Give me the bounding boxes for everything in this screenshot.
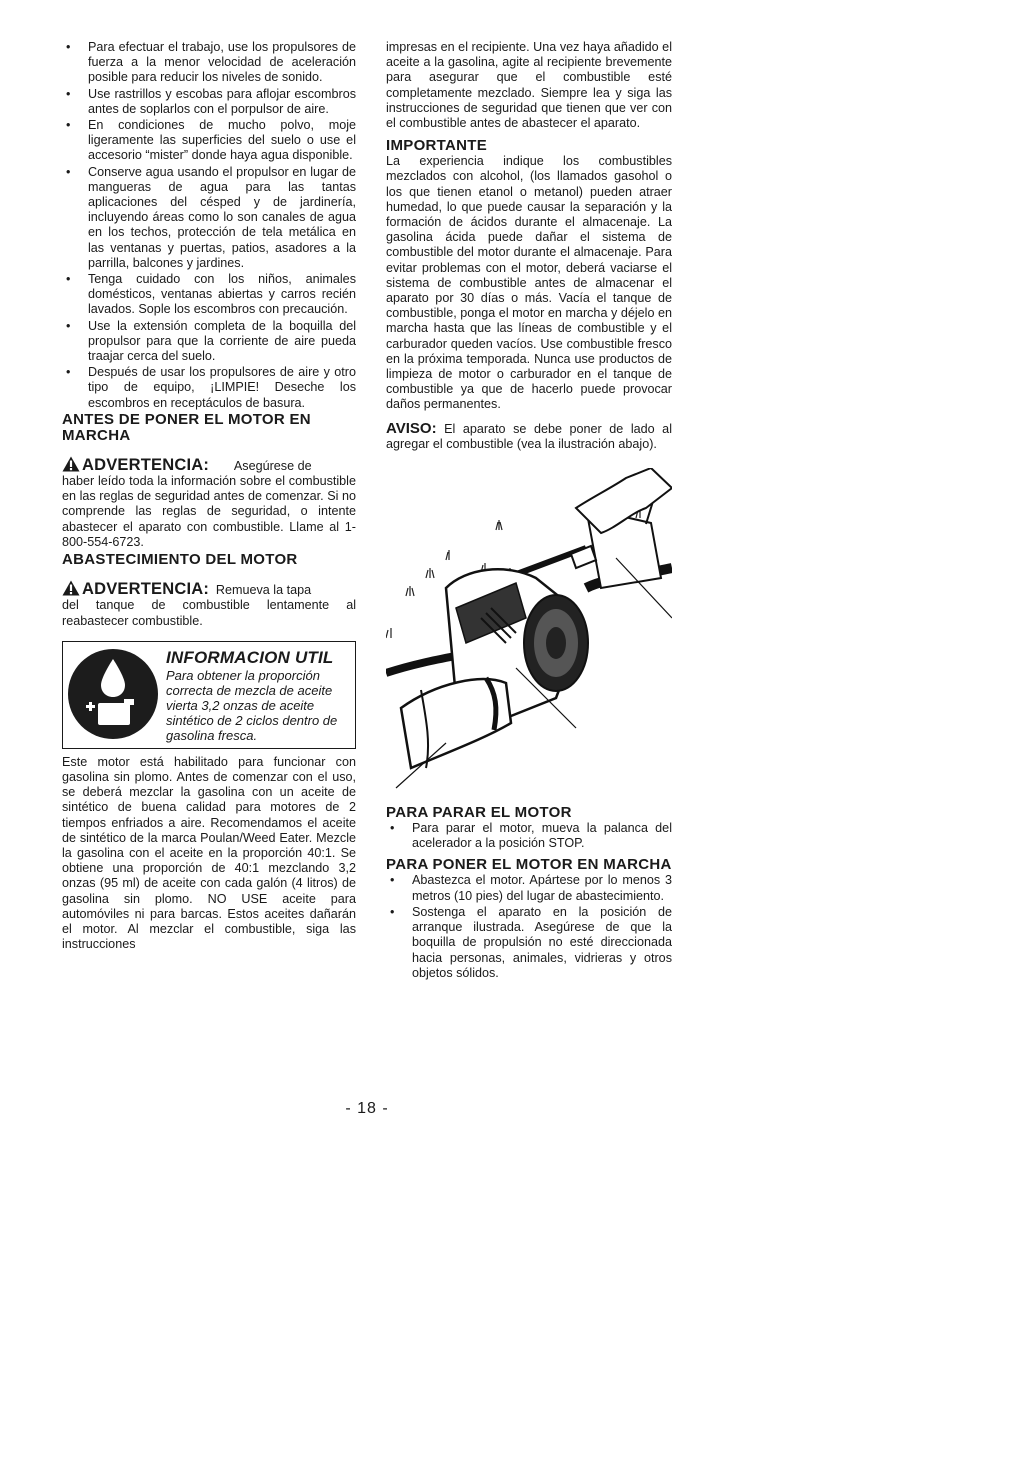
- warning-label: ADVERTENCIA:: [82, 455, 210, 474]
- list-item: • Tenga cuidado con los niños, animales domésticos, ventanas abiertas y carros recién lavados. Sople los escombros con precaución.: [62, 272, 356, 318]
- info-text: [166, 648, 346, 743]
- blower-illustration-icon: [386, 468, 672, 793]
- heading-parar: PARA PARAR EL MOTOR: [386, 804, 572, 822]
- list-item: • Después de usar los propulsores de aire y otro tipo de equipo, ¡LIMPIE! Deseche los escombros en receptáculos de basura.: [62, 365, 356, 411]
- list-item: • Use rastrillos y escobas para aflojar escombros antes de soplarlos con el porpulsor de aire.: [62, 87, 356, 117]
- list-item: • Sostenga el aparato en la posición de arranque ilustrada. Asegúrese de que la boquilla de propulsión no esté direccionada hacia personas, animales, vidrieras y otros objetos sólidos.: [386, 905, 672, 981]
- info-title: INFORMACION UTIL: [166, 647, 334, 667]
- info-body: Para obtener la proporción correcta de mezcla de aceite vierta 3,2 onzas de aceite sintético de 2 ciclos dentro de gasolina fresca.: [166, 667, 338, 743]
- list-item: • Para efectuar el trabajo, use los propulsores de fuerza a la menor velocidad de aceleración posible para reducir los niveles de sonido.: [62, 40, 356, 86]
- heading-abastecimiento: ABASTECIMIENTO DEL MOTOR: [62, 551, 298, 569]
- list-item: • Abastezca el motor. Apártese por lo menos 3 metros (10 pies) del lugar de abastecimiento.: [386, 873, 672, 903]
- heading-poner: PARA PONER EL MOTOR EN MARCHA: [386, 856, 672, 874]
- warning-block-2: [62, 580, 356, 598]
- blower-refuel-illustration: [386, 468, 672, 793]
- heading-importante: IMPORTANTE: [386, 137, 488, 155]
- warning-triangle-icon: [62, 580, 80, 596]
- warning-lead: Remueva la tapa: [215, 583, 312, 598]
- list-item: • Para parar el motor, mueva la palanca del acelerador a la posición STOP.: [386, 821, 672, 851]
- list-item: • En condiciones de mucho polvo, moje ligeramente las superficies del suelo o use el accesorio “mister” donde haya agua disponible.: [62, 118, 356, 164]
- paragraph-continuation: impresas en el recipiente. Una vez haya añadido el aceite a la gasolina, agite al recipiente brevemente para asegurar que el combustible esté completamente mezclado. Siempre lea y siga las instrucciones de seguridad que tienen que ver con el combustible antes de abastecer el aparato.: [386, 40, 672, 131]
- aviso-block: [386, 421, 672, 452]
- warning-lead: Asegúrese de: [233, 458, 312, 473]
- warning-block: [62, 456, 356, 474]
- heading-antes-de-poner: ANTES DE PONER EL MOTOR EN MARCHA: [62, 410, 311, 444]
- warning-label: ADVERTENCIA:: [82, 580, 210, 599]
- list-item: • Conserve agua usando el propulsor en lugar de mangueras de agua para las tantas aplicaciones del césped y de jardinería, incluyendo áreas como lo son canales de agua en los techos, protección de tela metálica en las ventanas y puertas, patios, asadores a la parrilla, balcones y jardines.: [62, 165, 356, 271]
- parar-list: [386, 821, 672, 851]
- left-column: [62, 40, 356, 952]
- page-number: - 18 -: [345, 1100, 389, 1117]
- aviso-label: AVISO:: [386, 419, 437, 437]
- tips-list: [62, 40, 356, 411]
- fuel-can-icon: [68, 649, 158, 739]
- info-box: [62, 641, 356, 749]
- warning-text: haber leído toda la información sobre el combustible en las reglas de seguridad antes de comenzar. Si no comprende las reglas de seguridad, o intente abastecer el aparato con combustible. Llame al 1-800-554-6723.: [62, 474, 356, 549]
- right-column: [386, 40, 672, 982]
- warning-triangle-icon: [62, 456, 80, 472]
- list-item: • Use la extensión completa de la boquilla del propulsor para que la corriente de aire pueda traajar cerca del suelo.: [62, 319, 356, 365]
- paragraph-motor: Este motor está habilitado para funcionar con gasolina sin plomo. Antes de comenzar con el uso, se deberá mezclar la gasolina con un aceite de sintético de buena calidad para motores de 2 tiempos enfriados a aire. Recomendamos el aceite de sintético de la marca Poulan/Weed Eater. Mezcle la gasolina con el aceite en la proporción 40:1. Se obtiene una proporción de 40:1 mezclando 3,2 onzas (95 ml) de aceite con cada galón (4 litros) de gasolina sin plomo. NO USE aceite para automóviles ni para barcas. Estos aceites dañarán el motor. Al mezclar el combustible, siga las instrucciones: [62, 754, 356, 952]
- paragraph-importante: La experiencia indique los combustibles mezclados con alcohol, (los llamados gasohol o los que tienen etanol o metanol) pueden atraer humedad, lo que puede causar la separación y la formación de ácidos durante el almacenaje. La gasolina ácida puede dañar el sistema de combustible del motor durante el almacenaje. Para evitar problemas con el motor, deberá vaciarse el sistema de combustible antes de almacenar el aparato por 30 días o más. Vacía el tanque de combustible, ponga el motor en marcha y déjelo en marcha hasta que las líneas de combustible y el carburador queden vacíos. Use combustible fresco en la próxima temporada. Nunca use productos de limpieza de motor o carburador en el tanque de combustible ya que de hacerlo puede provocar daños permanentes.: [386, 154, 672, 412]
- poner-list: [386, 873, 672, 980]
- warning-text: del tanque de combustible lentamente al reabastecer combustible.: [62, 598, 356, 628]
- aviso-text: El aparato se debe poner de lado al agregar el combustible (vea la ilustración abajo).: [386, 421, 672, 451]
